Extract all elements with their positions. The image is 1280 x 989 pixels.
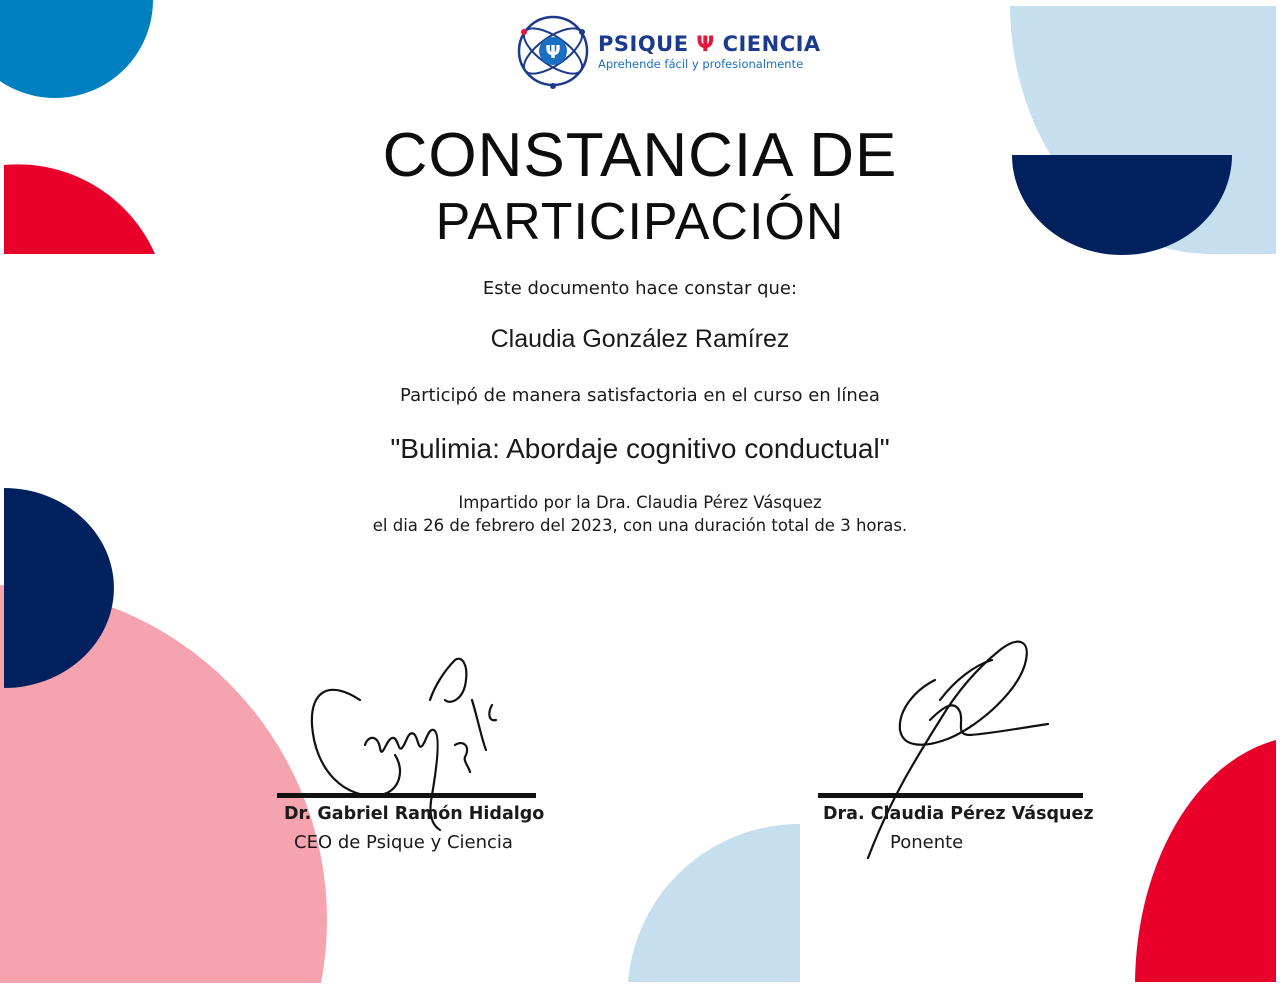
atom-psi-icon bbox=[516, 10, 592, 96]
signatory-right-role: Ponente bbox=[890, 832, 964, 853]
certificate-title-line1: CONSTANCIA DE bbox=[382, 121, 898, 190]
date-duration-line: el dia 26 de febrero del 2023, con una duración total de 3 horas. bbox=[372, 516, 908, 535]
signature-line-left bbox=[277, 793, 536, 798]
intro-text: Este documento hace constar que: bbox=[482, 278, 798, 299]
brand-logo bbox=[516, 10, 826, 96]
deco-lightblue-bottom bbox=[628, 824, 800, 982]
statement-text: Participó de manera satisfactoria en el curso en línea bbox=[400, 385, 880, 406]
svg-text:Ψ: Ψ bbox=[545, 42, 561, 63]
instructor-line: Impartido por la Dra. Claudia Pérez Vásquez bbox=[458, 493, 822, 512]
signatory-left-role: CEO de Psique y Ciencia bbox=[294, 832, 513, 853]
course-title: "Bulimia: Abordaje cognitivo conductual" bbox=[390, 433, 890, 464]
deco-red-bottom-right bbox=[1135, 740, 1276, 982]
signatory-right-name: Dra. Claudia Pérez Vásquez bbox=[823, 804, 1094, 824]
psi-symbol: Ψ bbox=[696, 32, 715, 56]
deco-blue-circle bbox=[0, 0, 153, 98]
brand-tagline: Aprehende fácil y profesionalmente bbox=[598, 57, 804, 71]
recipient-name: Claudia González Ramírez bbox=[490, 325, 790, 353]
signatory-left-name: Dr. Gabriel Ramón Hidalgo bbox=[284, 804, 545, 824]
certificate-title-line2: PARTICIPACIÓN bbox=[435, 193, 845, 251]
signature-line-right bbox=[818, 793, 1083, 798]
brand-name: PSIQUE Ψ CIENCIA bbox=[598, 32, 821, 56]
